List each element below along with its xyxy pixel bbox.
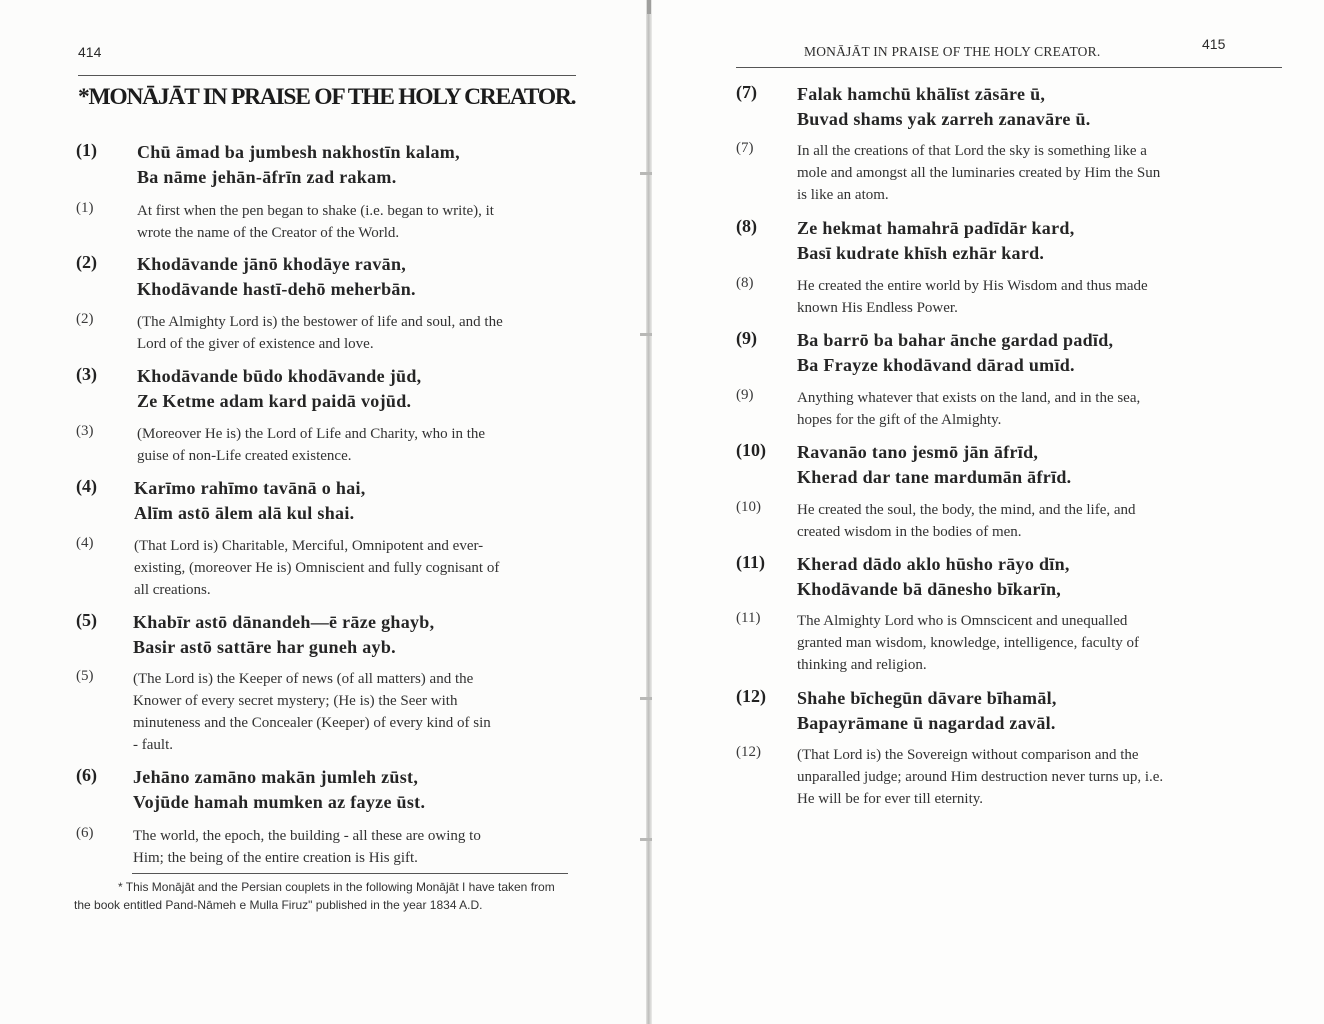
verse-line: Ravanāo tano jesmō jān āfrīd, <box>797 442 1039 462</box>
translation <box>76 668 576 756</box>
verse-line: Kherad dar tane mardumān āfrīd. <box>797 467 1072 487</box>
translation-line: (That Lord is) the Sovereign without comparison and the <box>797 747 1139 763</box>
persian-couplet <box>76 364 596 414</box>
persian-couplet <box>736 82 1296 132</box>
translation-line: existing, (moreover He is) Omniscient and fully cognisant of <box>134 560 500 576</box>
header-rule <box>736 67 1282 68</box>
translation-line: minuteness and the Concealer (Keeper) of every kind of sin <box>133 715 491 731</box>
translation-number: (7) <box>736 140 754 156</box>
verse-line: Ba Frayze khodāvand dārad umīd. <box>797 355 1075 375</box>
couplet-number: (7) <box>736 82 757 102</box>
couplet-number: (9) <box>736 328 757 348</box>
persian-couplet <box>76 610 596 660</box>
persian-couplet <box>736 440 1296 490</box>
translation-line: (Moreover He is) the Lord of Life and Charity, who in the <box>137 426 486 442</box>
translation <box>76 535 576 601</box>
verse-line: Khodāvande bā dānesho bīkarīn, <box>797 579 1062 599</box>
translation-line: hopes for the gift of the Almighty. <box>797 412 1002 428</box>
translation <box>736 610 1282 676</box>
verse-line: Khabīr astō dānandeh—ē rāze ghayb, <box>133 612 435 632</box>
persian-couplet <box>76 476 596 526</box>
couplet-number: (11) <box>736 552 765 572</box>
translation-line: At first when the pen began to shake (i.e. began to write), it <box>137 203 494 219</box>
translation-line: guise of non-Life created existence. <box>137 448 352 464</box>
translation-line: wrote the name of the Creator of the World. <box>137 225 400 241</box>
couplet-number: (1) <box>76 140 97 160</box>
verse-line: Khodāvande būdo khodāvande jūd, <box>137 366 422 386</box>
translation-number: (5) <box>76 668 94 684</box>
translation-line: Knower of every secret mystery; (He is) the Seer with <box>133 693 458 709</box>
translation-line: He created the entire world by His Wisdom and thus made <box>797 278 1148 294</box>
couplet-number: (12) <box>736 686 766 706</box>
translation <box>736 387 1282 431</box>
verse-line: Shahe bīchegūn dāvare bīhamāl, <box>797 688 1057 708</box>
translation <box>736 140 1282 206</box>
translation <box>76 423 576 467</box>
verse-line: Khodāvande jānō khodāye ravān, <box>137 254 407 274</box>
page-title: *MONĀJĀT IN PRAISE OF THE HOLY CREATOR. <box>78 84 576 110</box>
persian-couplet <box>76 140 596 190</box>
translation <box>76 200 576 244</box>
translation-line: all creations. <box>134 582 211 598</box>
verse-line: Khodāvande hastī-dehō meherbān. <box>137 279 416 299</box>
verse-line: Kherad dādo aklo hūsho rāyo dīn, <box>797 554 1070 574</box>
couplet-number: (5) <box>76 610 97 630</box>
right-page <box>652 0 1324 1024</box>
verse-line: Bapayrāmane ū nagardad zavāl. <box>797 713 1056 733</box>
couplet-number: (6) <box>76 765 97 785</box>
translation <box>76 311 576 355</box>
translation-number: (1) <box>76 200 94 216</box>
verse-line: Basī kudrate khīsh ezhār kard. <box>797 243 1045 263</box>
translation-number: (6) <box>76 825 94 841</box>
couplet-number: (8) <box>736 216 757 236</box>
translation-number: (12) <box>736 744 761 760</box>
verse-line: Ba nāme jehān-āfrīn zad rakam. <box>137 167 397 187</box>
translation-line: Anything whatever that exists on the land, and in the sea, <box>797 390 1141 406</box>
translation-line: granted man wisdom, knowledge, intelligence, faculty of <box>797 635 1139 651</box>
translation <box>736 275 1282 319</box>
translation-line: Lord of the giver of existence and love. <box>137 336 374 352</box>
translation-number: (8) <box>736 275 754 291</box>
left-page <box>0 0 646 1024</box>
verse-line: Basir astō sattāre har guneh ayb. <box>133 637 396 657</box>
verse-line: Ze hekmat hamahrā padīdār kard, <box>797 218 1075 238</box>
translation-line: created wisdom in the bodies of men. <box>797 524 1022 540</box>
verse-line: Jehāno zamāno makān jumleh zūst, <box>133 767 419 787</box>
couplet-number: (10) <box>736 440 766 460</box>
verse-line: Chū āmad ba jumbesh nakhostīn kalam, <box>137 142 460 162</box>
persian-couplet <box>76 252 596 302</box>
verse-line: Falak hamchū khālīst zāsāre ū, <box>797 84 1046 104</box>
translation-line: The world, the epoch, the building - all these are owing to <box>133 828 481 844</box>
verse-line: Vojūde hamah mumken az fayze ūst. <box>133 792 426 812</box>
translation-line: known His Endless Power. <box>797 300 958 316</box>
running-head: MONĀJĀT IN PRAISE OF THE HOLY CREATOR. <box>804 44 1101 59</box>
translation-number: (2) <box>76 311 94 327</box>
verse-line: Karīmo rahīmo tavānā o hai, <box>134 478 366 498</box>
translation-line: - fault. <box>133 737 173 753</box>
translation-line: thinking and religion. <box>797 657 927 673</box>
couplet-number: (2) <box>76 252 97 272</box>
page-number: 414 <box>78 44 102 60</box>
persian-couplet <box>736 552 1296 602</box>
persian-couplet <box>76 765 596 815</box>
translation-line: (The Lord is) the Keeper of news (of all matters) and the <box>133 671 474 687</box>
footnote-rule <box>132 873 568 874</box>
translation-line: mole and amongst all the luminaries created by Him the Sun <box>797 165 1161 181</box>
translation-line: unparalled judge; around Him destruction never turns up, i.e. <box>797 769 1164 785</box>
verse-line: Ba barrō ba bahar ānche gardad padīd, <box>797 330 1114 350</box>
couplet-number: (4) <box>76 476 97 496</box>
verse-line: Ze Ketme adam kard paidā vojūd. <box>137 391 412 411</box>
footnote: * This Monājāt and the Persian couplets in the following Monājāt I have taken from the book entitled Pand-Nāmeh e Mulla Firuz" published in the year 1834 A.D. <box>74 880 555 912</box>
translation-line: Him; the being of the entire creation is His gift. <box>133 850 418 866</box>
translation-number: (4) <box>76 535 94 551</box>
translation <box>736 499 1282 543</box>
translation-number: (10) <box>736 499 761 515</box>
translation-line: (That Lord is) Charitable, Merciful, Omnipotent and ever- <box>134 538 484 554</box>
persian-couplet <box>736 686 1296 736</box>
couplet-number: (3) <box>76 364 97 384</box>
translation <box>736 744 1282 810</box>
page-number: 415 <box>1202 36 1226 52</box>
translation-line: He will be for ever till eternity. <box>797 791 984 807</box>
translation-number: (11) <box>736 610 761 626</box>
translation-line: The Almighty Lord who is Omnscicent and unequalled <box>797 613 1128 629</box>
translation-line: He created the soul, the body, the mind, and the life, and <box>797 502 1136 518</box>
gutter-tick <box>647 0 651 14</box>
translation <box>76 825 576 869</box>
verse-line: Buvad shams yak zarreh zanavāre ū. <box>797 109 1091 129</box>
persian-couplet <box>736 216 1296 266</box>
translation-line: is like an atom. <box>797 187 889 203</box>
header-rule <box>78 75 576 76</box>
translation-number: (9) <box>736 387 754 403</box>
translation-line: (The Almighty Lord is) the bestower of life and soul, and the <box>137 314 503 330</box>
verse-line: Alīm astō ālem alā kul shai. <box>134 503 355 523</box>
translation-number: (3) <box>76 423 94 439</box>
translation-line: In all the creations of that Lord the sky is something like a <box>797 143 1147 159</box>
persian-couplet <box>736 328 1296 378</box>
